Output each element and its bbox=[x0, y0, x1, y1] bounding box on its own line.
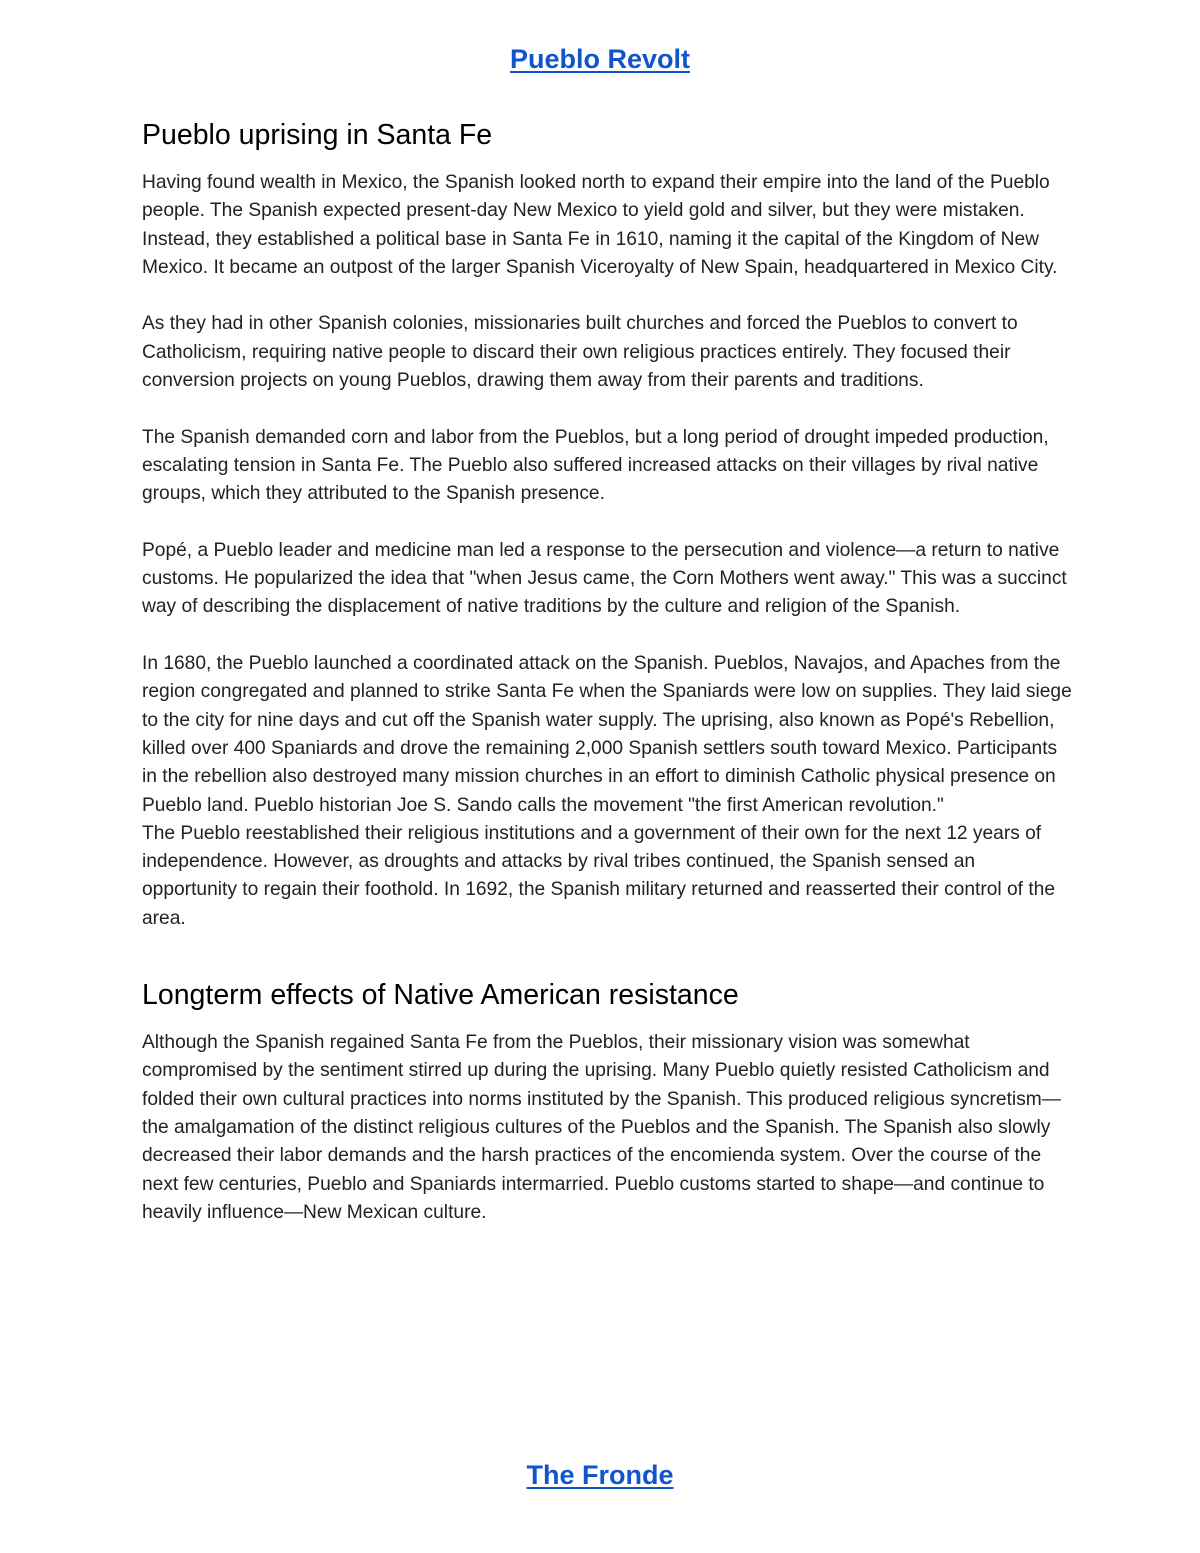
paragraph: The Spanish demanded corn and labor from the Pueblos, but a long period of drought impeded production, escalating tension in Santa Fe. The Pueblo also suffered increased attacks on their villages by rival native groups, which they attributed to the Spanish presence. bbox=[142, 426, 1049, 505]
section-heading-longterm-effects: Longterm effects of Native American resistance bbox=[142, 979, 739, 1012]
paragraph: The Pueblo reestablished their religious institutions and a government of their own for the next 12 years of independence. However, as droughts and attacks by rival tribes continued, the Spanish sensed an opportunity to regain their foothold. In 1692, the Spanish military returned and reasserted their control of the area. bbox=[142, 822, 1056, 929]
document-body bbox=[142, 116, 1072, 1227]
paragraph: Popé, a Pueblo leader and medicine man led a response to the persecution and violence—a return to native customs. He popularized the idea that "when Jesus came, the Corn Mothers went away." This was a succinct way of describing the displacement of native traditions by the culture and religion of the Spanish. bbox=[142, 539, 1067, 618]
paragraph: As they had in other Spanish colonies, missionaries built churches and forced the Pueblos to convert to Catholicism, requiring native people to discard their own religious practices entirely. They focused their conversion projects on young Pueblos, drawing them away from their parents and traditions. bbox=[142, 313, 1018, 392]
pueblo-revolt-link[interactable]: Pueblo Revolt bbox=[509, 44, 691, 74]
paragraph: Although the Spanish regained Santa Fe from the Pueblos, their missionary vision was somewhat compromised by the sentiment stirred up during the uprising. Many Pueblo quietly resisted Catholicism and folded their own cultural practices into norms instituted by the Spanish. This produced religious syncretism—the amalgamation of the distinct religious cultures of the Pueblos and the Spanish. The Spanish also slowly decreased their labor demands and the harsh practices of the encomienda system. Over the course of the next few centuries, Pueblo and Spaniards intermarried. Pueblo customs started to shape—and continue to heavily influence—New Mexican culture. bbox=[142, 1032, 1061, 1223]
the-fronde-link[interactable]: The Fronde bbox=[526, 1460, 674, 1490]
paragraph: Having found wealth in Mexico, the Spanish looked north to expand their empire into the land of the Pueblo people. The Spanish expected present-day New Mexico to yield gold and silver, but they were mistaken. Instead, they established a political base in Santa Fe in 1610, naming it the capital of the Kingdom of New Mexico. It became an outpost of the larger Spanish Viceroyalty of New Spain, headquartered in Mexico City. bbox=[142, 172, 1058, 278]
section-heading-pueblo-uprising: Pueblo uprising in Santa Fe bbox=[142, 119, 493, 151]
paragraph: In 1680, the Pueblo launched a coordinated attack on the Spanish. Pueblos, Navajos, and Apaches from the region congregated and planned to strike Santa Fe when the Spaniards were low on supplies. They laid siege to the city for nine days and cut off the Spanish water supply. The uprising, also known as Popé's Rebellion, killed over 400 Spaniards and drove the remaining 2,000 Spanish settlers south toward Mexico. Participants in the rebellion also destroyed many mission churches in an effort to diminish Catholic physical presence on Pueblo land. Pueblo historian Joe S. Sando calls the movement "the first American revolution." bbox=[142, 653, 1072, 816]
